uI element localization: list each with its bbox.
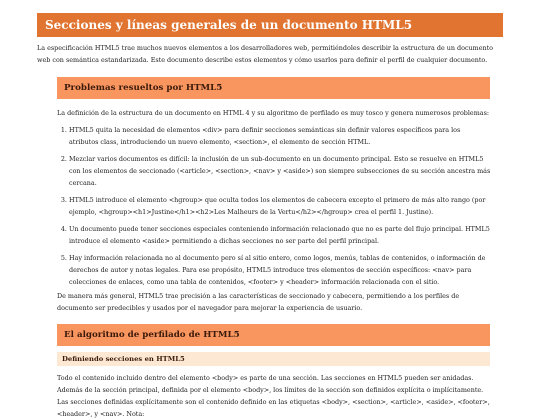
section-heading-problems: Problemas resueltos por HTML5: [57, 77, 490, 99]
list-item: 5. Hay información relacionada no al documento pero sí al sitio entero, como logos, menús, tablas de contenidos, o información de derechos de autor y notas legales. Para ese propósito, HTML5 introduce tres elementos de sección específicos: <nav> para colecciones de enlaces, como una tabla de contenidos, <footer> y <header> información relacionada con el sitio.: [69, 252, 491, 288]
list-item: 3. HTML5 introduce el elemento <hgroup> que oculta todos los elementos de cabecera excepto el primero de más alto rango (por ejemplo, <hgroup><h1>Justine</h1><h2>Les Malheurs de la Vertu</h2></hgroup> crea el perfil 1. Justine).: [69, 194, 491, 218]
list-item: 2. Mezclar varios documentos es difícil: la inclusión de un sub-documento en un documento principal. Esto se resuelve en HTML5 con los elementos de seccionado (<article>, <section>, <nav> y <aside>) son siempre subsecciones de su sección ancestra más cercana.: [69, 153, 491, 189]
section-heading-algorithm: El algoritmo de perfilado de HTML5: [57, 324, 490, 346]
section2-body: Todo el contenido incluido dentro del elemento <body> es parte de una sección. Las secciones en HTML5 pueden ser anidadas. Además de la sección principal, definida por el elemento <body>, los límites de la sección son definidos explícita o implícitamente. Las secciones definidas explícitamente son el contenido definido en las etiquetas <body>, <section>, <article>, <aside>, <footer>, <header>, y <nav>. Nota:: [57, 374, 490, 418]
list-item: 1. HTML5 quita la necesidad de elementos <div> para definir secciones semánticas sin definir valores específicos para los atributos class, introduciendo un nuevo elemento, <section>, el elemento de sección HTML.: [69, 124, 491, 148]
problems-list: [57, 124, 491, 293]
page-title: Secciones y líneas generales de un documento HTML5: [37, 13, 503, 37]
subsection-heading: Definiendo secciones en HTML5: [57, 352, 490, 366]
list-item: 4. Un documento puede tener secciones especiales conteniendo información relacionado que no es parte del flujo principal. HTML5 introduce el elemento <aside> permitiendo a dichas secciones no ser parte del perfil principal.: [69, 223, 491, 247]
section1-lead: La definición de la estructura de un documento en HTML 4 y su algoritmo de perfilado es muy tosco y genera numerosos problemas:: [57, 109, 490, 117]
section1-closing: De manera más general, HTML5 trae precisión a las características de seccionado y cabecera, permitiendo a los perfiles de documento ser predecibles y usados por el navegador para mejorar la experiencia de usuario.: [57, 292, 460, 312]
intro-paragraph: La especificación HTML5 trae muchos nuevos elementos a los desarrolladores web, permitiéndoles describir la estructura de un documento web con semántica estandarizada. Este documento describe estos elementos y cómo usarlos para definir el perfil de cualquier documento.: [37, 44, 494, 64]
